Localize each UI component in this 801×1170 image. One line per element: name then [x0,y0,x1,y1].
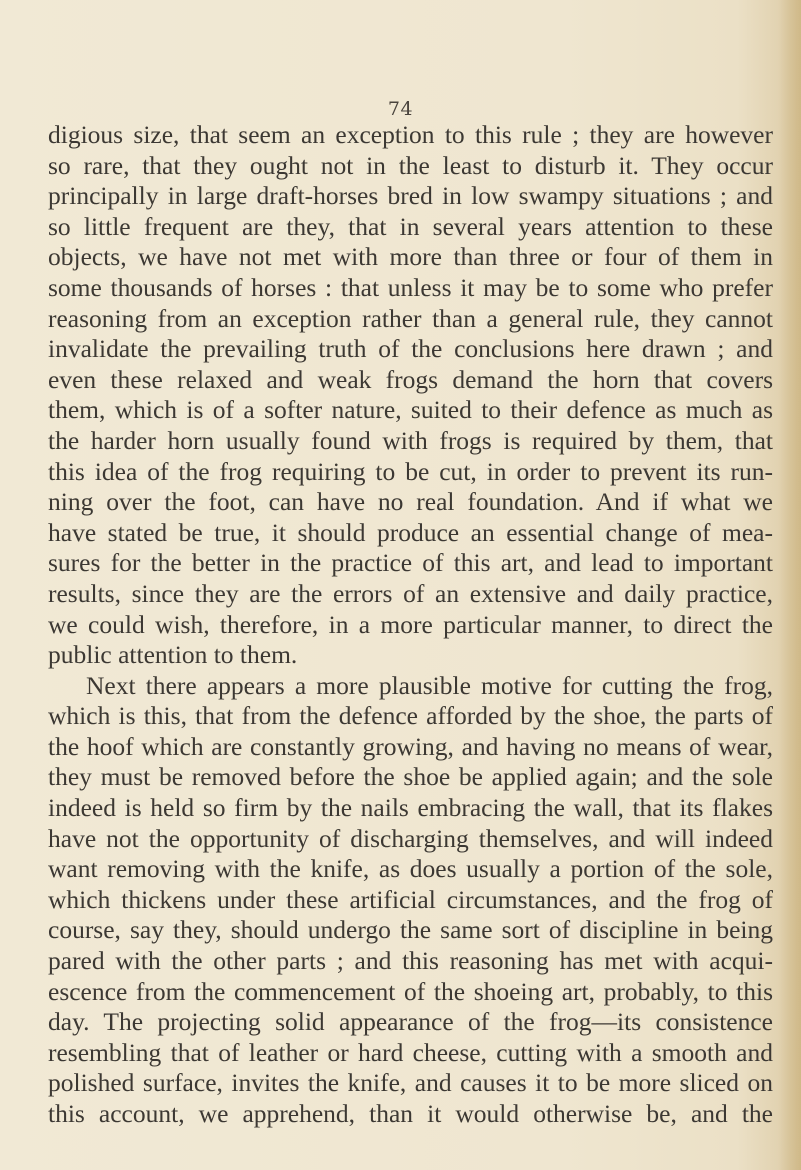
text-line: which thickens under these artificial circumstances, and the frog of [48,884,773,914]
text-line: ning over the foot, can have no real foundation. And if what we [48,487,773,517]
text-line: sures for the better in the practice of this art, and lead to important [48,548,773,578]
text-line: this idea of the frog requiring to be cut, in order to prevent its run- [48,456,773,486]
text-line: have stated be true, it should produce an essential change of mea- [48,517,773,547]
text-line: invalidate the prevailing truth of the conclusions here drawn ; and [48,334,773,364]
text-line: results, since they are the errors of an extensive and daily practice, [48,578,773,608]
text-line: course, say they, should undergo the same sort of discipline in being [48,915,773,945]
text-line: day. The projecting solid appearance of the frog—its consistence [48,1007,773,1037]
text-line: the hoof which are constantly growing, and having no means of wear, [48,731,773,761]
page-edge-shadow [779,0,801,1170]
text-line: which is this, that from the defence afforded by the shoe, the parts of [48,701,773,731]
text-line: resembling that of leather or hard cheese, cutting with a smooth and [48,1037,773,1067]
text-line: have not the opportunity of discharging themselves, and will indeed [48,823,773,853]
text-line: so rare, that they ought not in the least to disturb it. They occur [48,150,773,180]
text-line: pared with the other parts ; and this reasoning has met with acqui- [48,946,773,976]
text-line: even these relaxed and weak frogs demand the horn that covers [48,364,773,394]
text-line: we could wish, therefore, in a more particular manner, to direct the [48,609,773,639]
text-line: digious size, that seem an exception to this rule ; they are however [48,120,773,149]
paragraph-start-line: Next there appears a more plausible motive for cutting the frog, [86,670,773,700]
text-line: so little frequent are they, that in several years attention to these [48,211,773,241]
text-line: indeed is held so firm by the nails embracing the wall, that its flakes [48,793,773,823]
text-line: some thousands of horses : that unless it may be to some who prefer [48,272,773,302]
text-line: want removing with the knife, as does usually a portion of the sole, [48,854,773,884]
text-line: objects, we have not met with more than three or four of them in [48,242,773,272]
paragraph-end-line: public attention to them. [48,640,298,670]
body-text [48,120,773,1130]
text-line: polished surface, invites the knife, and causes it to be more sliced on [48,1068,773,1098]
text-line: escence from the commencement of the shoeing art, probably, to this [48,976,773,1006]
text-line: reasoning from an exception rather than a general rule, they cannot [48,303,773,333]
text-line: they must be removed before the shoe be applied again; and the sole [48,762,773,792]
text-line: the harder horn usually found with frogs is required by them, that [48,425,773,455]
page-number: 74 [387,98,414,120]
text-line: them, which is of a softer nature, suited to their defence as much as [48,395,773,425]
text-line: this account, we apprehend, than it would otherwise be, and the [48,1099,773,1128]
text-line: principally in large draft-horses bred in low swampy situations ; and [48,181,773,211]
